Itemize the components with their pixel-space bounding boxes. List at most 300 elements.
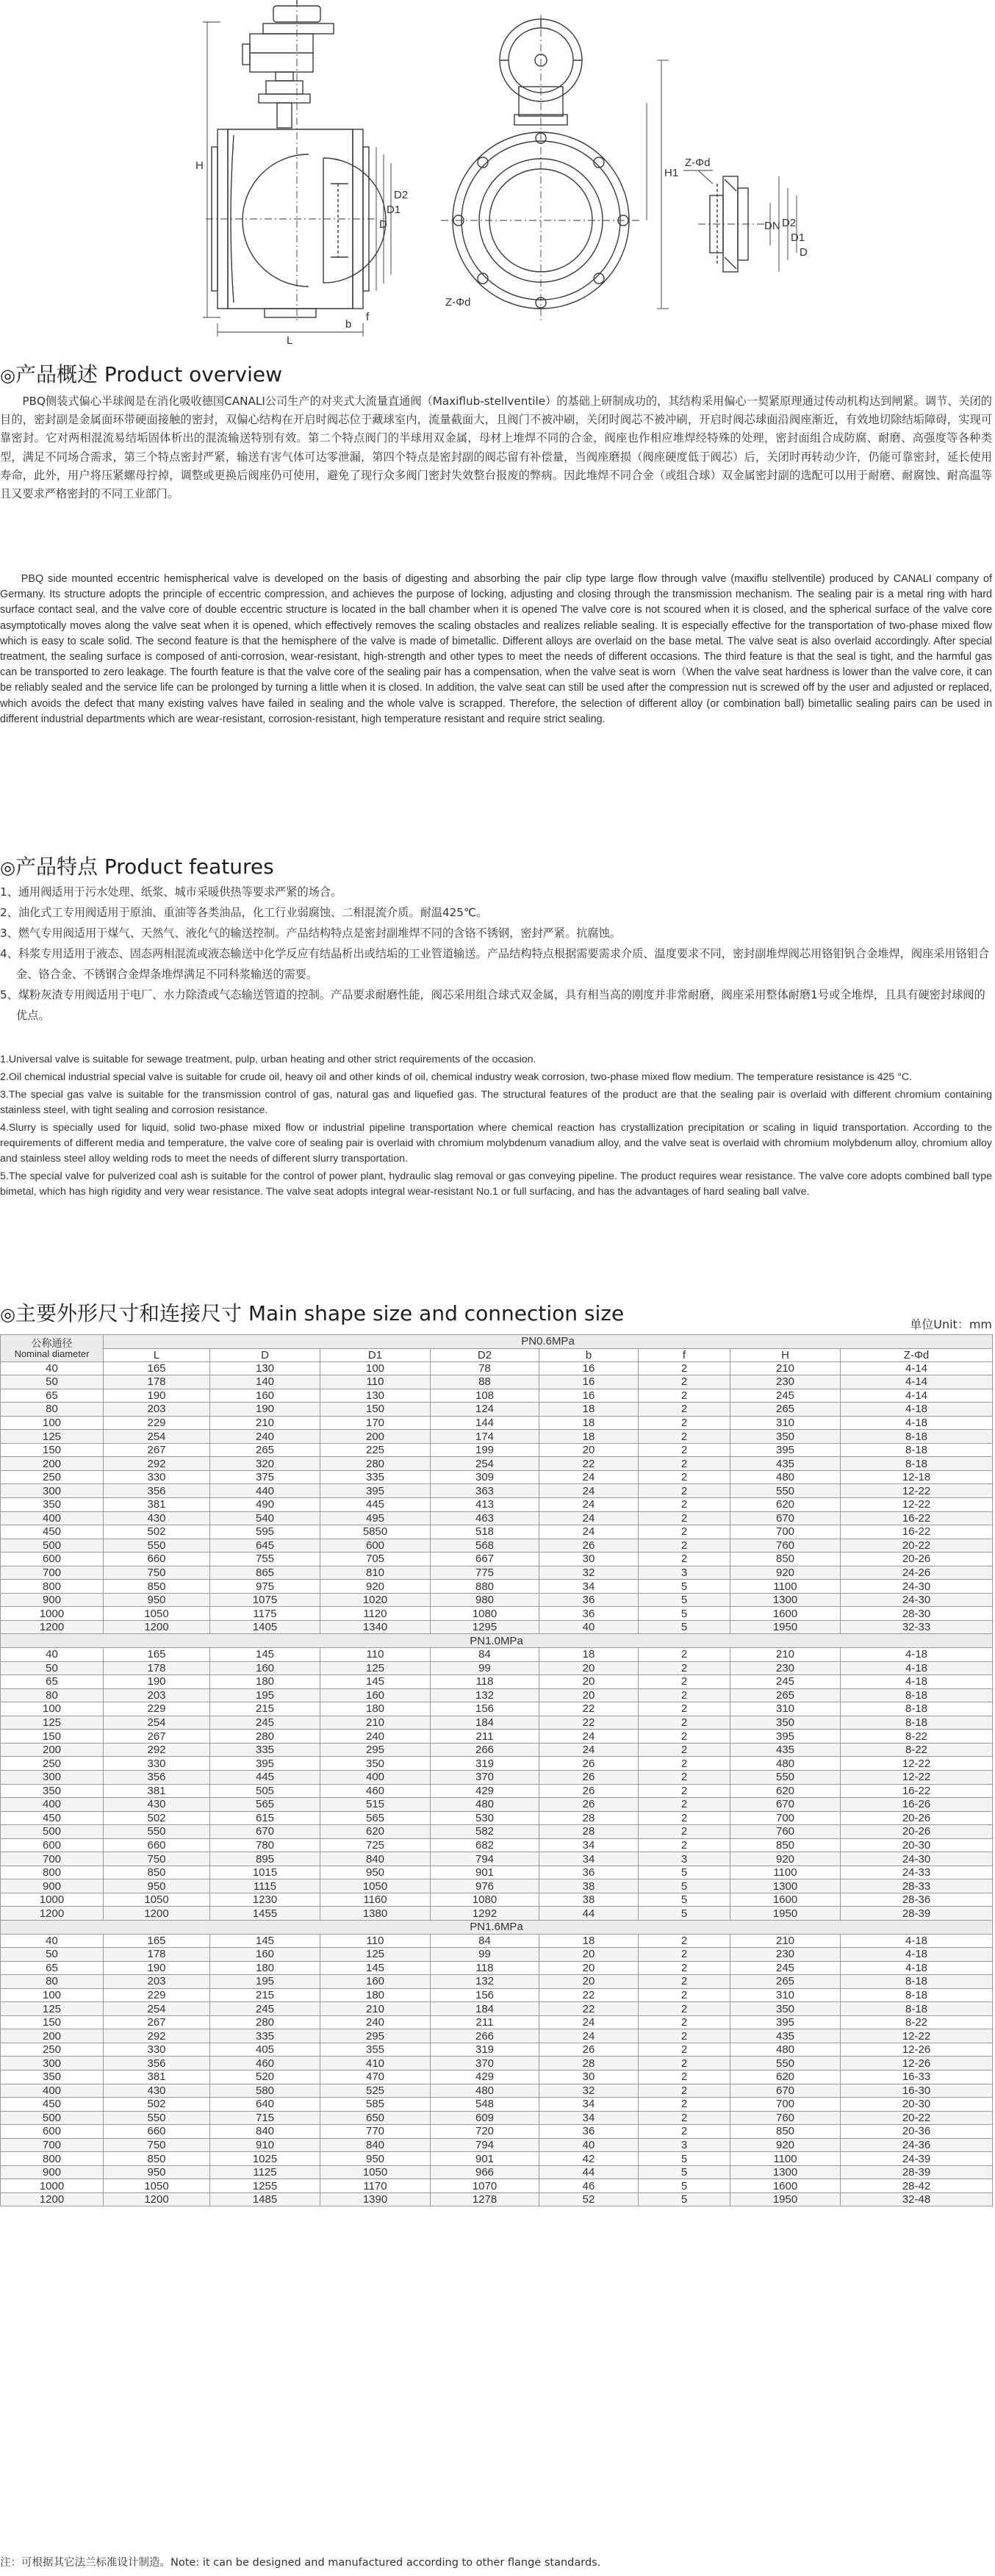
table-row — [1, 1730, 993, 1744]
table-cell: 18 — [539, 1648, 639, 1662]
column-header: H — [730, 1348, 841, 1361]
table-cell: 203 — [104, 1975, 210, 1989]
table-cell: 760 — [730, 1539, 841, 1553]
table-cell: 480 — [730, 2043, 841, 2057]
dn-cell: 65 — [1, 1961, 104, 1975]
table-cell: 18 — [539, 1934, 639, 1948]
column-header-row — [1, 1348, 993, 1361]
table-cell: 199 — [431, 1443, 539, 1457]
table-cell: 160 — [320, 1688, 431, 1702]
table-cell: 356 — [104, 1770, 210, 1784]
table-cell: 430 — [104, 1798, 210, 1812]
dn-cell: 150 — [1, 1730, 104, 1744]
dn-cell: 100 — [1, 1702, 104, 1716]
table-cell: 20-26 — [841, 1825, 993, 1839]
table-row — [1, 2043, 993, 2057]
table-row — [1, 1498, 993, 1512]
table-cell: 8-18 — [841, 1443, 993, 1457]
table-cell: 585 — [320, 2098, 431, 2112]
table-cell: 34 — [539, 1852, 639, 1866]
table-cell: 229 — [104, 1416, 210, 1430]
table-cell: 920 — [730, 2138, 841, 2152]
table-cell: 2 — [639, 2057, 730, 2070]
table-cell: 144 — [431, 1416, 539, 1430]
table-cell: 12-22 — [841, 1498, 993, 1512]
table-cell: 1255 — [210, 2179, 320, 2193]
table-cell: 24 — [539, 1484, 639, 1498]
table-cell: 755 — [210, 1553, 320, 1566]
table-row — [1, 1539, 993, 1553]
table-row — [1, 2165, 993, 2179]
table-cell: 84 — [431, 1934, 539, 1948]
label-f: f — [366, 311, 370, 323]
column-header: D2 — [431, 1348, 539, 1361]
table-cell: 16-33 — [841, 2070, 993, 2084]
table-cell: 24 — [539, 2029, 639, 2043]
feature-en-item: 3.The special gas valve is suitable for the transmission control of gas, natural gas and liquefied gas. The structural features of the product are that the sealing pair is overlaid with different chromium containing stainless steel, with tight sealing and corrosion resistance. — [0, 1089, 992, 1116]
table-cell: 2 — [639, 1811, 730, 1825]
table-cell: 1950 — [730, 1907, 841, 1921]
table-cell: 375 — [210, 1470, 320, 1484]
table-cell: 370 — [431, 1770, 539, 1784]
table-cell: 1125 — [210, 2165, 320, 2179]
table-cell: 2 — [639, 1798, 730, 1812]
table-cell: 230 — [730, 1948, 841, 1962]
table-cell: 28-33 — [841, 1879, 993, 1893]
table-cell: 16-22 — [841, 1525, 993, 1539]
section-mark-icon: ◎ — [0, 1304, 15, 1325]
table-cell: 5 — [639, 1620, 730, 1634]
table-cell: 12-18 — [841, 1470, 993, 1484]
table-cell: 12-22 — [841, 1484, 993, 1498]
dn-cell: 500 — [1, 2111, 104, 2125]
table-cell: 266 — [431, 1743, 539, 1757]
table-cell: 30 — [539, 2070, 639, 2084]
table-cell: 34 — [539, 1838, 639, 1852]
table-cell: 4-14 — [841, 1389, 993, 1403]
table-cell: 145 — [320, 1675, 431, 1689]
table-cell: 429 — [431, 2070, 539, 2084]
table-cell: 1175 — [210, 1607, 320, 1621]
table-row — [1, 2138, 993, 2152]
table-cell: 794 — [431, 2138, 539, 2152]
table-cell: 1160 — [320, 1893, 431, 1907]
feature-cn-item: 1、通用阀适用于污水处理、纸浆、城市采暖供热等要求严紧的场合。 — [0, 885, 342, 899]
table-cell: 350 — [730, 1716, 841, 1730]
table-cell: 895 — [210, 1852, 320, 1866]
table-cell: 950 — [104, 1593, 210, 1607]
table-cell: 52 — [539, 2192, 639, 2206]
table-cell: 22 — [539, 2002, 639, 2016]
table-row — [1, 2070, 993, 2084]
column-header: f — [639, 1348, 730, 1361]
table-cell: 650 — [320, 2111, 431, 2125]
table-cell: 620 — [730, 1784, 841, 1798]
table-cell: 160 — [210, 1661, 320, 1675]
table-cell: 190 — [210, 1403, 320, 1417]
table-cell: 210 — [320, 1716, 431, 1730]
table-cell: 2 — [639, 1553, 730, 1566]
table-cell: 190 — [104, 1389, 210, 1403]
table-cell: 24-26 — [841, 1566, 993, 1580]
table-cell: 4-18 — [841, 1661, 993, 1675]
table-cell: 1200 — [104, 1907, 210, 1921]
table-row — [1, 1743, 993, 1757]
table-cell: 518 — [431, 1525, 539, 1539]
table-cell: 620 — [730, 1498, 841, 1512]
table-cell: 20-26 — [841, 1811, 993, 1825]
table-cell: 2 — [639, 2043, 730, 2057]
table-cell: 1020 — [320, 1593, 431, 1607]
table-cell: 36 — [539, 1593, 639, 1607]
table-cell: 1600 — [730, 1607, 841, 1621]
table-cell: 700 — [730, 2098, 841, 2112]
table-cell: 8-18 — [841, 1457, 993, 1471]
table-cell: 435 — [730, 2029, 841, 2043]
table-cell: 265 — [730, 1688, 841, 1702]
table-cell: 32-48 — [841, 2192, 993, 2206]
overview-en-paragraph: PBQ side mounted eccentric hemispherical valve is developed on the basis of digesting and absorbing the pair clip type large flow through valve (maxiflu stellventile) produced by CANALI company of Germany. Its structure adopts the principle of eccentric compression, and achieves the purpose of locking, adjusting and closing through the transmission mechanism. The sealing pair is a metal ring with hard surface contact seal, and the valve core of double eccentric structure is located in the ball chamber when it is opened The valve core is not scoured when it is closed, and the spherical surface of the valve core asymptotically moves along the valve seat when it is opened, which effectively removes the scaling obstacles and realizes reliable sealing. It is especially effective for the transportation of two-phase mixed flow which is easy to scale solid. The second feature is that the hemisphere of the valve is made of bimetallic. Different alloys are overlaid on the base metal. The valve seat is also overlaid accordingly. After special treatment, the sealing surface is composed of anti-corrosion, wear-resistant, high-strength and other types to meet the needs of different occasions. The third feature is that the seal is tight, and the harmful gas can be transported to zero leakage. The fourth feature is that the valve core of the sealing pair has a compensation, when the valve seat is worn（When the valve seat hardness is lower than the valve core, it can be reliably sealed and the service life can be prolonged by turning a little when it is closed. In addition, the valve seat can still be used after the compression nut is screwed off by the user and adjusted or replaced, which avoids the defect that many existing valves have failed in sealing and the whole valve is scrapped. Therefore, the selection of different alloy (or combination ball) bimetallic sealing pairs can be used in different industrial departments which are wear-resistant, corrosion-resistant, high temperature resistant and require strict sealing. — [0, 573, 992, 725]
table-cell: 950 — [104, 2165, 210, 2179]
dn-cell: 200 — [1, 1743, 104, 1757]
table-row — [1, 2098, 993, 2112]
table-row — [1, 1838, 993, 1852]
table-cell: 245 — [730, 1961, 841, 1975]
table-cell: 350 — [320, 1757, 431, 1771]
table-cell: 550 — [730, 1770, 841, 1784]
table-cell: 430 — [104, 1511, 210, 1525]
table-cell: 381 — [104, 1784, 210, 1798]
column-header: D — [210, 1348, 320, 1361]
table-cell: 28-39 — [841, 2165, 993, 2179]
table-cell: 36 — [539, 2125, 639, 2139]
table-cell: 920 — [730, 1852, 841, 1866]
table-cell: 28 — [539, 1825, 639, 1839]
table-cell: 580 — [210, 2084, 320, 2098]
nominal-diameter-cn: 公称通径 — [31, 1336, 73, 1349]
table-cell: 2 — [639, 1525, 730, 1539]
dn-cell: 700 — [1, 2138, 104, 2152]
table-cell: 2 — [639, 1416, 730, 1430]
table-cell: 395 — [320, 1484, 431, 1498]
table-cell: 525 — [320, 2084, 431, 2098]
table-cell: 24 — [539, 2015, 639, 2029]
table-cell: 24-33 — [841, 1866, 993, 1879]
table-cell: 1950 — [730, 1620, 841, 1634]
table-cell: 4-18 — [841, 1648, 993, 1662]
table-cell: 1278 — [431, 2192, 539, 2206]
table-cell: 145 — [210, 1934, 320, 1948]
label-d2: D2 — [394, 189, 409, 201]
table-cell: 12-26 — [841, 2043, 993, 2057]
table-cell: 5 — [639, 1866, 730, 1879]
table-cell: 725 — [320, 1838, 431, 1852]
table-cell: 12-26 — [841, 2057, 993, 2070]
table-cell: 502 — [104, 1525, 210, 1539]
table-cell: 180 — [320, 1988, 431, 2002]
table-cell: 203 — [104, 1403, 210, 1417]
table-cell: 16-30 — [841, 2084, 993, 2098]
table-cell: 660 — [104, 1553, 210, 1566]
table-cell: 5 — [639, 1580, 730, 1594]
table-cell: 2 — [639, 1648, 730, 1662]
table-cell: 515 — [320, 1798, 431, 1812]
feature-cn-item: 5、煤粉灰渣专用阀适用于电厂、水力除渣或气态输送管道的控制。产品要求耐磨性能，阀芯采用组合球式双金属，具有相当高的刚度并非常耐磨，阀座采用整体耐磨1号或全堆焊，且具有硬密封球阀的优点。 — [0, 988, 985, 1022]
table-cell: 850 — [730, 1553, 841, 1566]
table-cell: 211 — [431, 1730, 539, 1744]
table-cell: 760 — [730, 2111, 841, 2125]
table-cell: 548 — [431, 2098, 539, 2112]
table-cell: 20 — [539, 1961, 639, 1975]
table-cell: 319 — [431, 1757, 539, 1771]
table-cell: 2 — [639, 1484, 730, 1498]
dn-cell: 125 — [1, 1430, 104, 1444]
features-cn-list — [0, 882, 992, 1026]
table-cell: 145 — [320, 1961, 431, 1975]
table-cell: 110 — [320, 1375, 431, 1389]
table-cell: 540 — [210, 1511, 320, 1525]
table-cell: 8-18 — [841, 1430, 993, 1444]
table-cell: 750 — [104, 2138, 210, 2152]
table-cell: 16 — [539, 1389, 639, 1403]
table-cell: 794 — [431, 1852, 539, 1866]
table-cell: 381 — [104, 2070, 210, 2084]
pressure-group-label: PN1.6MPa — [1, 1920, 993, 1934]
table-cell: 2 — [639, 1675, 730, 1689]
table-cell: 229 — [104, 1702, 210, 1716]
table-cell: 150 — [320, 1403, 431, 1417]
table-cell: 720 — [431, 2125, 539, 2139]
table-cell: 32 — [539, 2084, 639, 2098]
table-cell: 880 — [431, 1580, 539, 1594]
table-cell: 20-30 — [841, 2098, 993, 2112]
table-cell: 178 — [104, 1375, 210, 1389]
table-cell: 363 — [431, 1484, 539, 1498]
table-cell: 4-18 — [841, 1675, 993, 1689]
table-cell: 410 — [320, 2057, 431, 2070]
table-cell: 20-22 — [841, 1539, 993, 1553]
table-cell: 230 — [730, 1661, 841, 1675]
table-cell: 355 — [320, 2043, 431, 2057]
table-cell: 2 — [639, 1498, 730, 1512]
table-cell: 5 — [639, 2179, 730, 2193]
table-cell: 46 — [539, 2179, 639, 2193]
table-cell: 28-39 — [841, 1907, 993, 1921]
table-cell: 38 — [539, 1893, 639, 1907]
table-cell: 38 — [539, 1879, 639, 1893]
table-cell: 2 — [639, 1784, 730, 1798]
table-cell: 160 — [320, 1975, 431, 1989]
table-row — [1, 1948, 993, 1962]
table-cell: 667 — [431, 1553, 539, 1566]
label-d1: D1 — [387, 204, 401, 216]
table-cell: 595 — [210, 1525, 320, 1539]
table-cell: 370 — [431, 2057, 539, 2070]
table-cell: 413 — [431, 1498, 539, 1512]
dn-cell: 350 — [1, 2070, 104, 2084]
table-cell: 240 — [320, 1730, 431, 1744]
table-cell: 502 — [104, 2098, 210, 2112]
table-cell: 435 — [730, 1457, 841, 1471]
table-cell: 1200 — [104, 2192, 210, 2206]
table-row — [1, 1443, 993, 1457]
table-cell: 210 — [730, 1934, 841, 1948]
table-cell: 330 — [104, 1470, 210, 1484]
table-row — [1, 1907, 993, 1921]
dn-cell: 125 — [1, 2002, 104, 2016]
table-cell: 975 — [210, 1580, 320, 1594]
table-cell: 24 — [539, 1511, 639, 1525]
dn-cell: 40 — [1, 1648, 104, 1662]
table-cell: 405 — [210, 2043, 320, 2057]
pressure-group-label: PN1.0MPa — [1, 1634, 993, 1648]
table-cell: 2 — [639, 1403, 730, 1417]
table-cell: 2 — [639, 1375, 730, 1389]
table-cell: 2 — [639, 1948, 730, 1962]
table-cell: 26 — [539, 1770, 639, 1784]
table-cell: 245 — [730, 1675, 841, 1689]
table-cell: 190 — [104, 1675, 210, 1689]
table-cell: 1050 — [104, 1607, 210, 1621]
table-cell: 254 — [431, 1457, 539, 1471]
feature-cn-item: 3、燃气专用阀适用于煤气、天然气、液化气的输送控制。产品结构特点是密封副堆焊不同的含铬不锈钢，密封严紧。抗腐蚀。 — [0, 927, 621, 940]
table-row — [1, 1702, 993, 1716]
table-cell: 88 — [431, 1375, 539, 1389]
table-cell: 395 — [210, 1757, 320, 1771]
table-cell: 640 — [210, 2098, 320, 2112]
table-cell: 682 — [431, 1838, 539, 1852]
table-cell: 130 — [210, 1361, 320, 1375]
overview-title-text: 产品概述 Product overview — [15, 362, 282, 386]
label-d: D — [379, 218, 387, 231]
table-cell: 203 — [104, 1688, 210, 1702]
table-cell: 1455 — [210, 1907, 320, 1921]
table-row — [1, 1416, 993, 1430]
table-cell: 165 — [104, 1648, 210, 1662]
table-cell: 2 — [639, 1539, 730, 1553]
table-cell: 295 — [320, 1743, 431, 1757]
table-cell: 174 — [431, 1430, 539, 1444]
table-cell: 254 — [104, 2002, 210, 2016]
table-cell: 190 — [104, 1961, 210, 1975]
table-cell: 210 — [210, 1416, 320, 1430]
table-cell: 840 — [320, 2138, 431, 2152]
feature-cn-item: 4、科浆专用适用于液态、固态两相混流或液态输送中化学反应有结晶析出或结垢的工业管道输送。产品结构特点根据需要需求介质、温度要求不同，密封副堆焊阀芯用铬钼钒合金堆焊，阀座采用铬钼合金、铬合金、不锈钢合金焊条堆焊满足不同科浆输送的需要。 — [0, 947, 990, 981]
feature-en-item: 2.Oil chemical industrial special valve is suitable for crude oil, heavy oil and other kinds of oil, chemical industry weak corrosion, two-phase mixed flow medium. The temperature resistance is 425 °C. — [0, 1071, 913, 1083]
table-row — [1, 1389, 993, 1403]
table-cell: 976 — [431, 1879, 539, 1893]
table-cell: 320 — [210, 1457, 320, 1471]
table-row — [1, 2152, 993, 2166]
label-h1: H1 — [664, 167, 679, 179]
label-b: b — [345, 318, 352, 331]
table-row — [1, 1661, 993, 1675]
table-cell: 160 — [210, 1389, 320, 1403]
table-cell: 24-36 — [841, 2138, 993, 2152]
label-zd-flange: Z-Φd — [685, 156, 711, 169]
dn-cell: 400 — [1, 1511, 104, 1525]
table-cell: 28-42 — [841, 2179, 993, 2193]
table-cell: 2 — [639, 2070, 730, 2084]
table-cell: 850 — [104, 1580, 210, 1594]
table-cell: 440 — [210, 1484, 320, 1498]
dn-cell: 50 — [1, 1375, 104, 1389]
table-row — [1, 1553, 993, 1566]
dn-cell: 800 — [1, 1580, 104, 1594]
dn-cell: 400 — [1, 2084, 104, 2098]
dimensions-table — [0, 1334, 993, 2206]
table-cell: 2 — [639, 1988, 730, 2002]
table-cell: 254 — [104, 1430, 210, 1444]
nominal-diameter-header — [1, 1335, 104, 1362]
table-cell: 20-26 — [841, 1553, 993, 1566]
table-row — [1, 1811, 993, 1825]
table-cell: 1300 — [730, 1879, 841, 1893]
table-cell: 265 — [210, 1443, 320, 1457]
dn-cell: 80 — [1, 1688, 104, 1702]
table-cell: 180 — [210, 1675, 320, 1689]
dn-cell: 350 — [1, 1498, 104, 1512]
table-cell: 32 — [539, 1566, 639, 1580]
table-cell: 550 — [730, 1484, 841, 1498]
dn-cell: 1200 — [1, 1620, 104, 1634]
table-cell: 8-18 — [841, 1975, 993, 1989]
table-cell: 2 — [639, 1511, 730, 1525]
table-cell: 267 — [104, 2015, 210, 2029]
table-cell: 184 — [431, 2002, 539, 2016]
table-cell: 400 — [320, 1770, 431, 1784]
dn-cell: 1200 — [1, 2192, 104, 2206]
table-cell: 1300 — [730, 1593, 841, 1607]
table-cell: 40 — [539, 1620, 639, 1634]
table-cell: 125 — [320, 1948, 431, 1962]
table-cell: 1075 — [210, 1593, 320, 1607]
dn-cell: 300 — [1, 1484, 104, 1498]
table-cell: 1015 — [210, 1866, 320, 1879]
table-cell: 20 — [539, 1948, 639, 1962]
table-row — [1, 1688, 993, 1702]
table-cell: 1100 — [730, 2152, 841, 2166]
table-cell: 100 — [320, 1361, 431, 1375]
table-cell: 1390 — [320, 2192, 431, 2206]
side-view-drawing — [441, 15, 669, 323]
table-cell: 1025 — [210, 2152, 320, 2166]
dn-cell: 150 — [1, 2015, 104, 2029]
unit-label: 单位Unit：mm — [910, 1317, 992, 1331]
table-cell: 350 — [730, 2002, 841, 2016]
overview-cn-paragraph: PBQ侧装式偏心半球阀是在消化吸收德国CANALI公司生产的对夹式大流量直通阀（Maxiflub-stellventile）的基础上研制成功的，其结构采用偏心一契紧原理通过传动机构达到闸紧。调节、关闭的目的，密封副是金属面环带硬面接触的密封，双偏心结构在开启时阀芯位于藏球室内，流量截面大，且阀门不被冲刷，关闭时阀芯不被冲刷，开启时阀芯球面沿阀座渐近，有效地切除结垢障碍，实现可靠密封。它对两相混流易结垢固体析出的混流输送特别有效。第二个特点阀门的半球用双金属，母材上堆焊不同的合金，阀座也作相应堆焊经特殊的处理，密封面组合成防腐、耐磨、高强度等各种类型，满足不同场合需求，第三个特点密封严紧，输送有害气体可达零泄漏，第四个特点是密封副的阀芯留有补偿量，当阀座磨损（阀座硬度低于阀芯）后，关闭时再转动少许，仍能可靠密封，延长使用寿命，此外，用户将压紧螺母拧掉，调整或更换后阀座仍可使用，避免了现行众多阀门密封失效整台报废的弊病。因此堆焊不同合金（或组合球）双金属密封副的选配可以用于耐磨、耐腐蚀、耐高温等且又要求严格密封的不同工业部门。 — [0, 395, 992, 501]
table-cell: 2 — [639, 1743, 730, 1757]
table-cell: 1292 — [431, 1907, 539, 1921]
dn-cell: 350 — [1, 1784, 104, 1798]
table-row — [1, 2084, 993, 2098]
table-cell: 8-22 — [841, 2015, 993, 2029]
dn-cell: 600 — [1, 2125, 104, 2139]
dn-cell: 1000 — [1, 2179, 104, 2193]
table-cell: 1950 — [730, 2192, 841, 2206]
table-cell: 20 — [539, 1443, 639, 1457]
table-cell: 502 — [104, 1811, 210, 1825]
table-cell: 2 — [639, 1961, 730, 1975]
table-cell: 480 — [730, 1470, 841, 1484]
table-cell: 1170 — [320, 2179, 431, 2193]
table-cell: 850 — [730, 1838, 841, 1852]
table-cell: 2 — [639, 1457, 730, 1471]
table-cell: 28 — [539, 1811, 639, 1825]
features-en-list — [0, 1052, 992, 1202]
table-cell: 2 — [639, 1975, 730, 1989]
table-cell: 600 — [320, 1539, 431, 1553]
